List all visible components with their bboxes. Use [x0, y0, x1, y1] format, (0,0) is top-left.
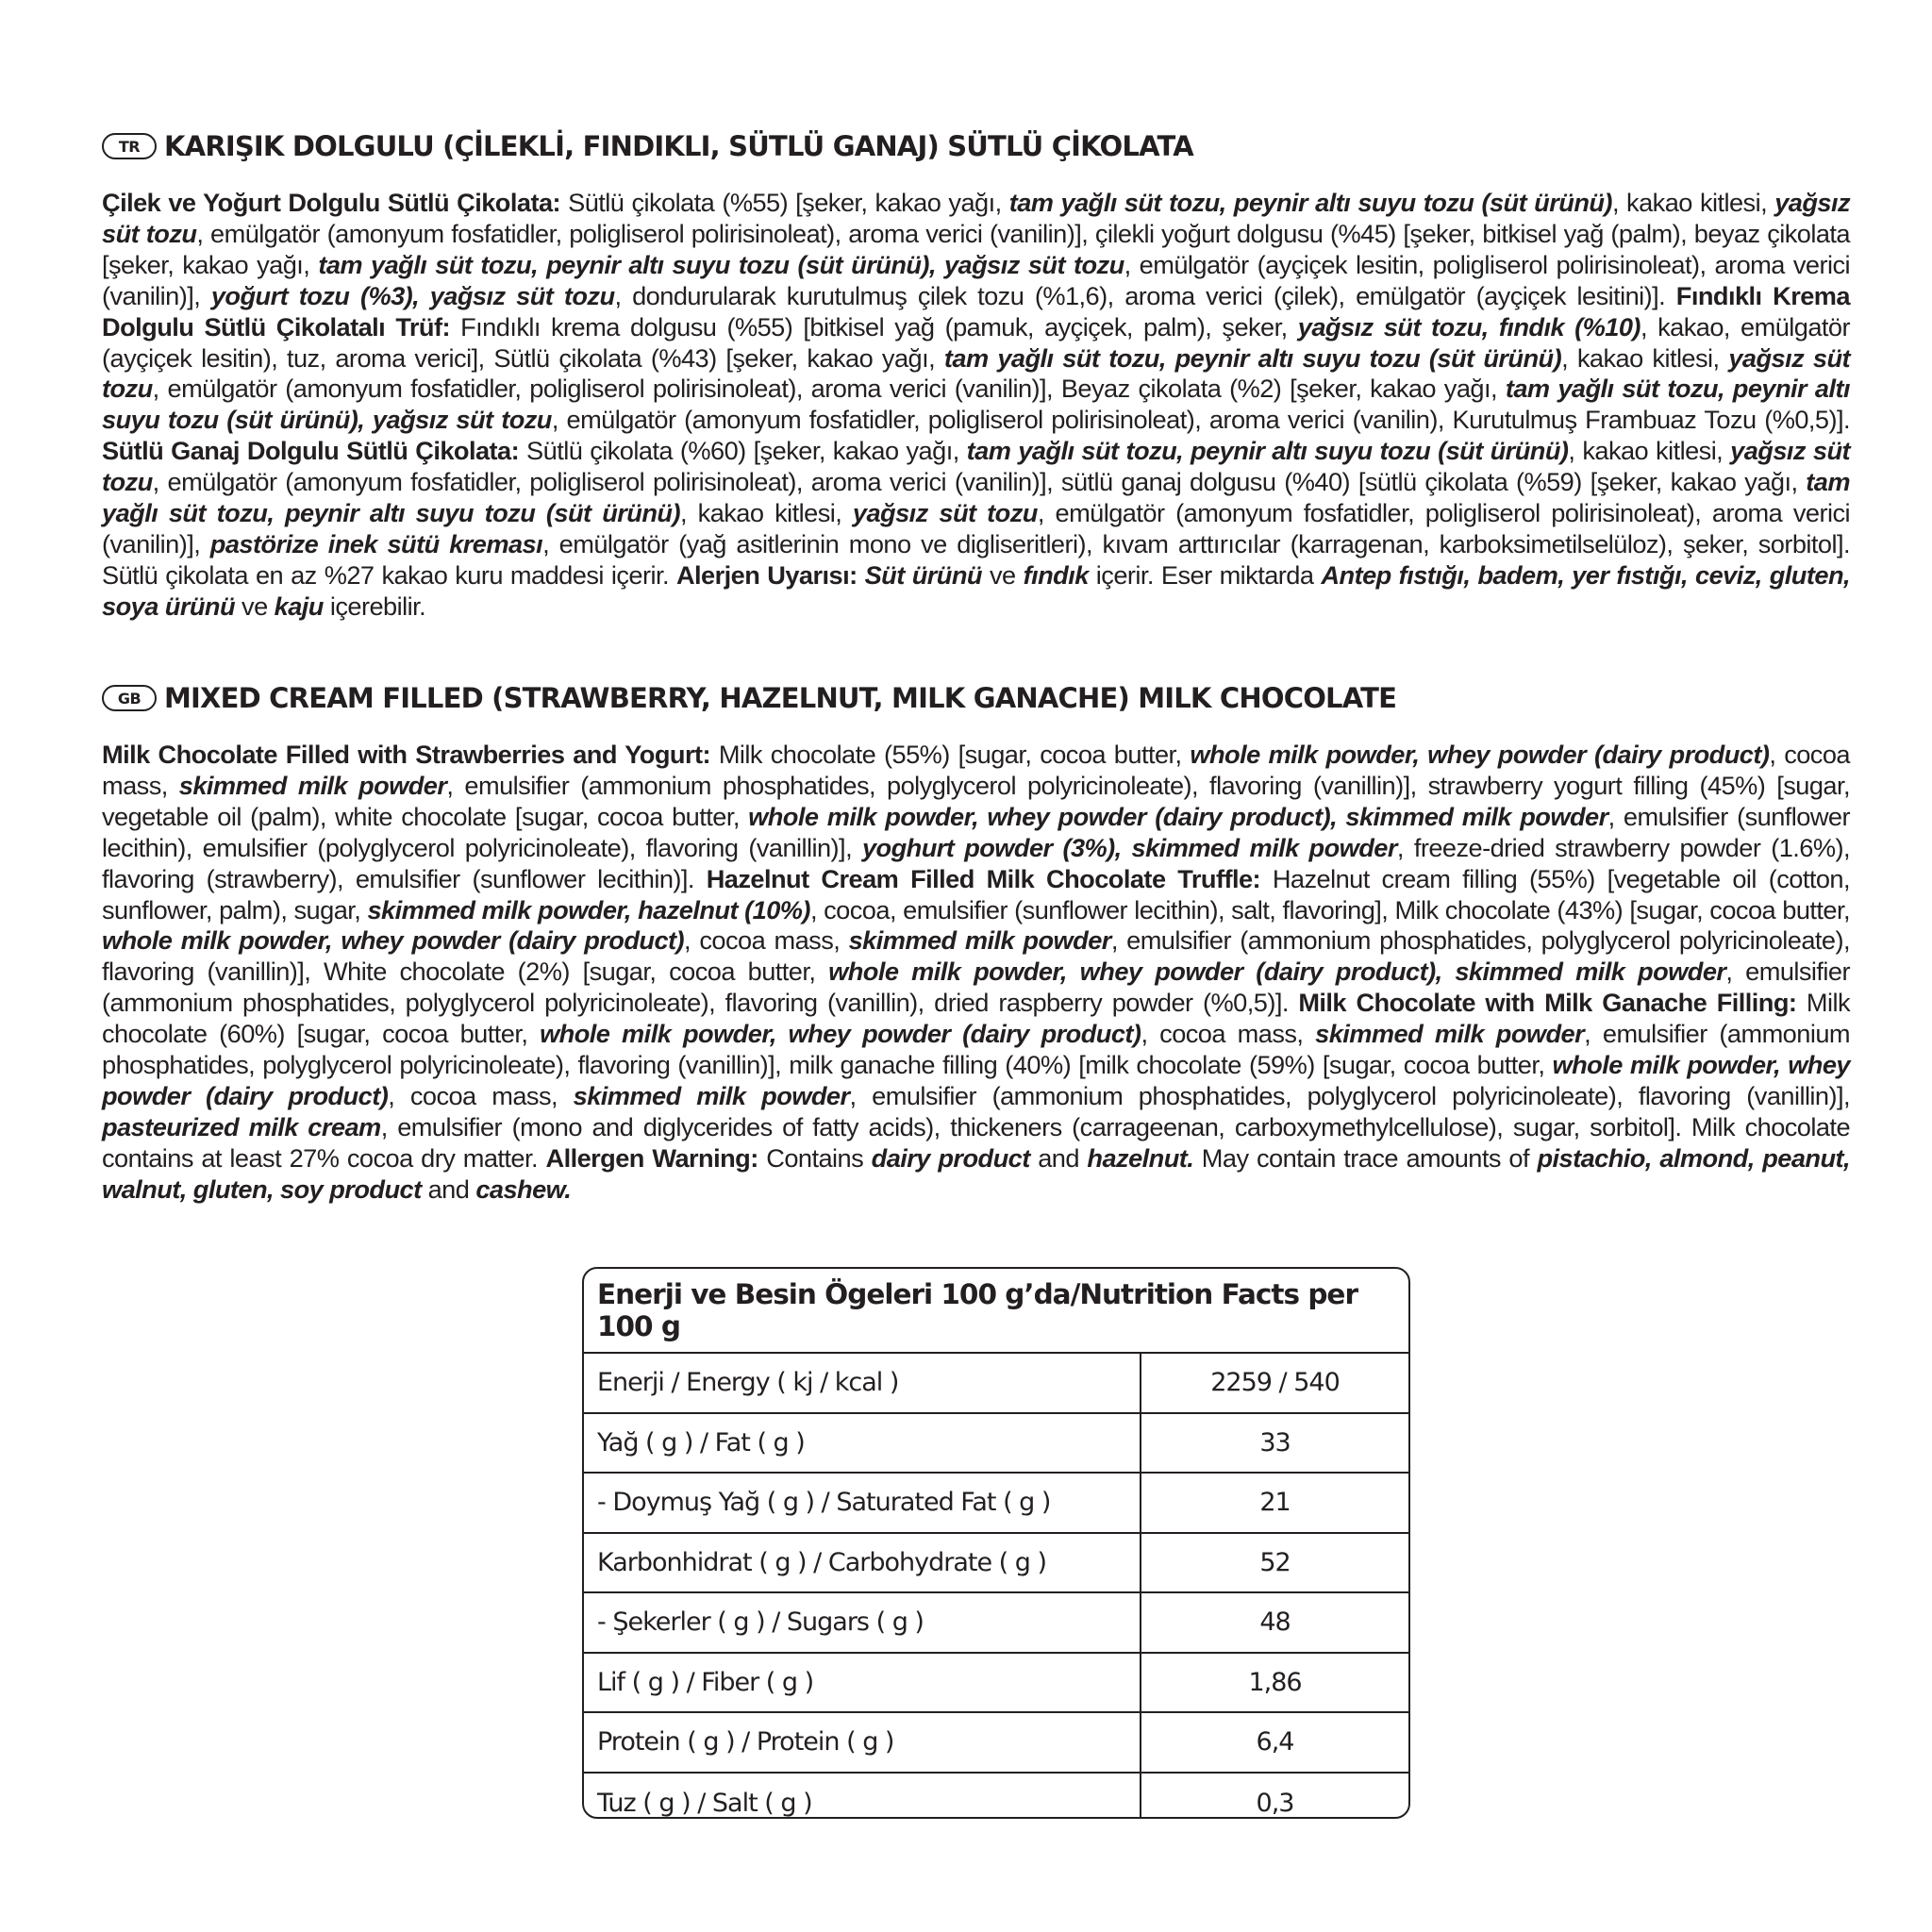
ingredient-text: ve — [235, 591, 275, 621]
ingredient-text: ve — [981, 559, 1024, 590]
allergen-text: fındık — [1023, 559, 1089, 590]
ingredient-text: , kakao kitlesi, — [679, 498, 853, 528]
allergen-text: pastörize inek sütü kreması — [209, 528, 543, 558]
allergen-text: Antep fıstığı, badem, yer fıstığı, ceviz, gluten, soya ürünü — [102, 559, 1851, 621]
ingredient-text: içerebilir. — [323, 591, 426, 621]
ingredient-text: , cocoa mass, — [388, 1080, 574, 1110]
ingredient-text: , emulsifier (ammonium phosphatides, polyglycerol polyricinoleate), flavoring (vanillin)], strawberry yogurt filling (45%) [sugar, vegetable oil (palm), white chocolate [sugar, cocoa butter, — [102, 770, 1850, 831]
allergen-text: tam yağlı süt tozu, peynir altı suyu tozu (süt ürünü) — [1008, 188, 1612, 217]
ingredient-text: , emulsifier (ammonium phosphatides, polyglycerol polyricinoleate), flavoring (vanillin), dried raspberry powder (%0,5)]. — [102, 957, 1850, 1018]
nutrient-value: 21 — [1259, 1488, 1291, 1518]
ingredient-text: , dondurularak kurutulmuş çilek tozu (%1,6), aroma verici (çilek), emülgatör (ayçiçek lesitini)]. — [614, 280, 1676, 310]
allergen-text: hazelnut. — [1087, 1142, 1194, 1173]
nutrition-row — [584, 1593, 1408, 1654]
allergen-text: yoğurt tozu (%3), yağsız süt tozu — [210, 280, 615, 310]
ingredient-text: Fındıklı krema dolgusu (%55) [bitkisel yağ (pamuk, ayçiçek, palm), şeker, — [460, 311, 1298, 341]
allergen-text: tam yağlı süt tozu, peynir altı suyu tozu (süt ürünü), yağsız süt tozu — [318, 249, 1124, 279]
nutrient-value: 2259 / 540 — [1210, 1368, 1340, 1398]
allergen-text: whole milk powder, whey powder (dairy product), skimmed milk powder — [748, 801, 1608, 831]
ingredient-text: , emulsifier (ammonium phosphatides, polyglycerol polyricinoleate), flavoring (vanillin)], White chocolate (2%) [sugar, cocoa butter, — [102, 925, 1850, 987]
allergen-text: dairy product — [871, 1142, 1030, 1173]
nutrition-row — [584, 1414, 1408, 1474]
ingredient-text: , emülgatör (ayçiçek lesitin, poligliserol polirisinoleat), aroma verici (vanilin)], — [102, 249, 1850, 310]
ingredient-text: , kakao kitlesi, — [1561, 342, 1729, 373]
allergen-text: skimmed milk powder — [178, 770, 447, 800]
ingredient-text: , kakao, emülgatör (ayçiçek lesitin), tuz, aroma verici], Sütlü çikolata (%43) [şeker, kakao yağı, — [102, 311, 1850, 373]
ingredient-text: , cocoa mass, — [1141, 1019, 1316, 1049]
nutrient-label: Karbonhidrat ( g ) / Carbohydrate ( g ) — [584, 1534, 1141, 1592]
ingredient-text: Contains — [766, 1142, 872, 1173]
allergen-text: yağsız süt tozu — [102, 436, 1851, 497]
allergen-text: skimmed milk powder, hazelnut (10%) — [367, 894, 810, 924]
nutrition-row — [584, 1354, 1408, 1414]
allergen-text: tam yağlı süt tozu, peynir altı suyu tozu (süt ürünü) — [966, 436, 1569, 466]
allergen-text: whole milk powder, whey powder (dairy product) — [1190, 740, 1770, 769]
section-title-gb: MIXED CREAM FILLED (STRAWBERRY, HAZELNUT, MILK GANACHE) MILK CHOCOLATE — [164, 682, 1397, 714]
nutrient-label: Tuz ( g ) / Salt ( g ) — [584, 1774, 1141, 1820]
nutrition-table-body — [584, 1354, 1408, 1819]
section-title-tr: KARIŞIK DOLGULU (ÇİLEKLİ, FINDIKLI, SÜTLÜ GANAJ) SÜTLÜ ÇİKOLATA — [164, 130, 1193, 162]
language-badge-gb: GB — [102, 685, 157, 711]
ingredient-text: , kakao kitlesi, — [1568, 436, 1731, 466]
allergen-text: skimmed milk powder — [848, 925, 1111, 956]
nutrient-value: 33 — [1259, 1427, 1291, 1457]
nutrient-value: 6,4 — [1256, 1727, 1294, 1757]
ingredient-heading: Fındıklı Krema Dolgulu Sütlü Çikolatalı Trüf: — [102, 280, 1850, 341]
allergen-text: Süt ürünü — [864, 559, 982, 590]
ingredient-text: Milk chocolate (60%) [sugar, cocoa butter, — [102, 988, 1850, 1049]
nutrient-value: 1,86 — [1248, 1667, 1302, 1697]
allergen-text: skimmed milk powder — [573, 1080, 850, 1110]
nutrient-label: Yağ ( g ) / Fat ( g ) — [584, 1414, 1141, 1473]
allergen-text: tam yağlı süt tozu, peynir altı suyu tozu (süt ürünü), yağsız süt tozu — [102, 374, 1850, 435]
allergen-text: yağsız süt tozu — [102, 342, 1851, 404]
allergen-text: kaju — [274, 591, 324, 621]
ingredient-heading: Sütlü Ganaj Dolgulu Sütlü Çikolata: — [102, 436, 527, 466]
ingredient-text: Hazelnut cream filling (55%) [vegetable oil (cotton, sunflower, palm), sugar, — [102, 863, 1850, 924]
nutrition-table-title: Enerji ve Besin Ögeleri 100 g’da/Nutrition Facts per 100 g — [584, 1269, 1408, 1354]
allergen-text: tam yağlı süt tozu, peynir altı suyu tozu (süt ürünü) — [943, 342, 1562, 373]
nutrition-row — [584, 1534, 1408, 1594]
ingredient-text: , emülgatör (amonyum fosfatidler, poligliserol polirisinoleat), aroma verici (vanilin)], Beyaz çikolata (%2) [şeker, kakao yağı, — [152, 374, 1506, 404]
ingredient-heading: Çilek ve Yoğurt Dolgulu Sütlü Çikolata: — [102, 188, 569, 217]
ingredient-text: içerir. Eser miktarda — [1088, 559, 1322, 590]
nutrition-row — [584, 1654, 1408, 1714]
nutrition-row — [584, 1774, 1408, 1820]
nutrition-facts-table — [582, 1267, 1410, 1819]
section-heading-tr — [102, 130, 1193, 162]
ingredient-text: , kakao kitlesi, — [1611, 188, 1775, 217]
ingredient-text: Milk chocolate (55%) [sugar, cocoa butter, — [718, 740, 1191, 769]
allergen-text: whole milk powder, whey powder (dairy product) — [540, 1019, 1141, 1049]
section-heading-gb — [102, 682, 1396, 714]
nutrient-label: - Doymuş Yağ ( g ) / Saturated Fat ( g ) — [584, 1474, 1141, 1532]
ingredient-text: , emülgatör (amonyum fosfatidler, poligliserol polirisinoleat), aroma verici (vanilin)], sütlü ganaj dolgusu (%40) [sütlü çikolata (%59) [şeker, kakao yağı, — [152, 467, 1807, 497]
nutrition-row — [584, 1713, 1408, 1774]
ingredient-heading: Alerjen Uyarısı: — [675, 559, 865, 590]
ingredient-text: , emulsifier (ammonium phosphatides, polyglycerol polyricinoleate), flavoring (vanillin)], — [849, 1080, 1851, 1110]
ingredient-text: and — [421, 1174, 476, 1204]
nutrition-row — [584, 1474, 1408, 1534]
nutrient-label: Lif ( g ) / Fiber ( g ) — [584, 1654, 1141, 1712]
ingredient-text: , emulsifier (sunflower lecithin), emulsifier (polyglycerol polyricinoleate), flavoring (vanillin)], — [102, 801, 1850, 862]
ingredients-paragraph-tr — [102, 188, 1850, 623]
allergen-text: whole milk powder, whey powder (dairy product) — [102, 925, 685, 956]
ingredient-text: , emülgatör (yağ asitlerinin mono ve digliseritleri), kıvam arttırıcılar (karragenan, karboksimetilselüloz), şeker, sorbitol]. Sütlü çikolata en az %27 kakao kuru maddesi içerir. — [102, 528, 1850, 590]
nutrient-value: 48 — [1259, 1607, 1291, 1638]
ingredient-text: , cocoa mass, — [102, 740, 1850, 800]
ingredient-text: May contain trace amounts of — [1193, 1142, 1538, 1173]
ingredient-heading: Hazelnut Cream Filled Milk Chocolate Truffle: — [706, 863, 1273, 893]
ingredient-text: , emulsifier (mono and diglycerides of fatty acids), thickeners (carrageenan, carboxymethylcellulose), sugar, sorbitol]. Milk chocolate contains at least 27% cocoa dry matter. — [102, 1111, 1851, 1173]
allergen-text: yoghurt powder (3%), skimmed milk powder — [861, 832, 1397, 862]
nutrient-label: - Şekerler ( g ) / Sugars ( g ) — [584, 1593, 1141, 1652]
allergen-text: cashew. — [475, 1174, 572, 1204]
nutrient-value: 52 — [1259, 1547, 1291, 1577]
ingredients-paragraph-gb — [102, 740, 1850, 1206]
allergen-text: yağsız süt tozu, fındık (%10) — [1297, 311, 1641, 341]
ingredient-text: , emülgatör (amonyum fosfatidler, poligliserol polirisinoleat), aroma verici (vanilin)], çilekli yoğurt dolgusu (%45) [şeker, bitkisel yağ (palm), beyaz çikolata [şeker, kakao yağı, — [102, 218, 1850, 279]
ingredient-text: , emülgatör (amonyum fosfatidler, poligliserol polirisinoleat), aroma verici (vanilin), Kurutulmuş Frambuaz Tozu (%0,5)]. — [551, 405, 1850, 435]
nutrient-label: Enerji / Energy ( kj / kcal ) — [584, 1354, 1141, 1412]
ingredient-text: and — [1029, 1142, 1088, 1173]
ingredient-text: , cocoa, emulsifier (sunflower lecithin), salt, flavoring], Milk chocolate (43%) [sugar, cocoa butter, — [809, 894, 1851, 924]
ingredient-heading: Milk Chocolate with Milk Ganache Filling: — [1298, 988, 1807, 1018]
ingredient-heading: Allergen Warning: — [545, 1142, 767, 1173]
ingredient-text: , emülgatör (amonyum fosfatidler, poligliserol polirisinoleat), aroma verici (vanilin)], — [102, 498, 1851, 558]
allergen-text: whole milk powder, whey powder (dairy product), skimmed milk powder — [828, 957, 1726, 987]
ingredient-text: Sütlü çikolata (%55) [şeker, kakao yağı, — [568, 188, 1009, 217]
ingredient-text: , freeze-dried strawberry powder (1.6%), flavoring (strawberry), emulsifier (sunflower lecithin)]. — [102, 832, 1850, 893]
nutrient-value: 0,3 — [1256, 1788, 1294, 1818]
ingredient-text: , cocoa mass, — [684, 925, 849, 956]
ingredient-heading: Milk Chocolate Filled with Strawberries and Yogurt: — [102, 740, 719, 769]
nutrient-label: Protein ( g ) / Protein ( g ) — [584, 1713, 1141, 1772]
ingredient-text: Sütlü çikolata (%60) [şeker, kakao yağı, — [526, 436, 967, 466]
allergen-text: whole milk powder, whey powder (dairy product) — [102, 1050, 1850, 1110]
language-badge-tr: TR — [102, 133, 157, 159]
allergen-text: tam yağlı süt tozu, peynir altı suyu tozu (süt ürünü) — [102, 467, 1850, 528]
allergen-text: skimmed milk powder — [1315, 1019, 1585, 1049]
allergen-text: yağsız süt tozu — [102, 188, 1851, 248]
allergen-text: pasteurized milk cream — [102, 1111, 381, 1141]
allergen-text: yağsız süt tozu — [852, 498, 1038, 528]
allergen-text: pistachio, almond, peanut, walnut, gluten, soy product — [102, 1142, 1851, 1204]
ingredient-text: , emulsifier (ammonium phosphatides, polyglycerol polyricinoleate), flavoring (vanillin)], milk ganache filling (40%) [milk chocolate (59%) [sugar, cocoa butter, — [102, 1019, 1850, 1080]
